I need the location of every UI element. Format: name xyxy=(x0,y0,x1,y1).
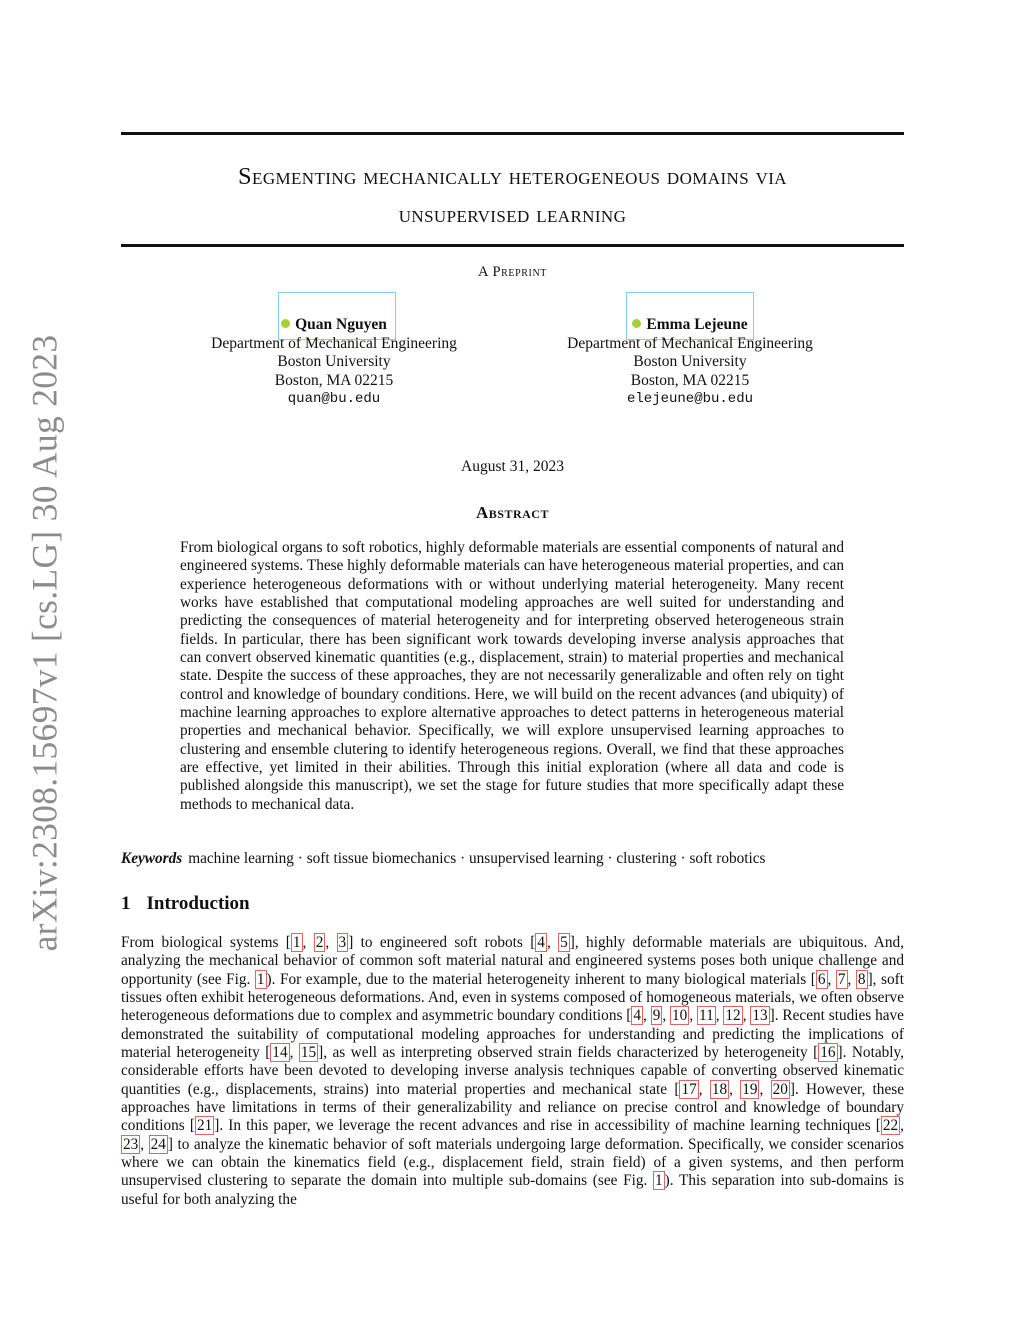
intro-text: ]. Recent studies have demonstrated the suitability of computational modeling approaches for understanding and predicting the implications of material heterogeneity [ xyxy=(121,1007,904,1062)
intro-text: ] to engineered soft robots [ xyxy=(348,934,536,951)
citation-link[interactable]: 15 xyxy=(300,1044,317,1062)
citation-link[interactable]: 9 xyxy=(652,1007,661,1025)
intro-text: ], as well as interpreting observed strain fields characterized by heterogeneity [ xyxy=(318,1044,819,1062)
citation-link[interactable]: 19 xyxy=(742,1080,758,1098)
arxiv-sidebar-stamp xyxy=(24,334,64,952)
preprint-label: A Preprint xyxy=(477,264,548,280)
citation-link[interactable]: 8 xyxy=(857,970,866,988)
section-title: Introduction xyxy=(146,893,250,914)
paper-title xyxy=(121,158,904,234)
author-1-name[interactable]: Quan Nguyen xyxy=(295,316,387,333)
intro-text: ], soft tissues often exhibit heterogeneous deformations. And, even in systems composed of homogeneous materials, we often observe heterogeneous deformations due to complex and asymmetric boundary conditions [ xyxy=(121,970,904,1025)
citation-link[interactable]: 23 xyxy=(123,1135,139,1153)
citation-link[interactable]: 22 xyxy=(882,1117,899,1135)
citation-link[interactable]: 16 xyxy=(820,1044,836,1062)
citation-link[interactable]: 4 xyxy=(633,1007,642,1025)
intro-text: ] to analyze the kinematic behavior of soft materials undergoing large deformation. Specifically, we consider scenarios where we can obtain the kinematics field (e.g., displacement field, strain field) of a given systems, and then perform unsupervised clustering to separate the domain into multiple sub-domains (see Fig. xyxy=(121,1135,904,1190)
section-number: 1 xyxy=(121,893,131,914)
author-2-city: Boston, MA 02215 xyxy=(630,371,750,389)
keywords-text: machine learning · soft tissue biomechanics · unsupervised learning · clustering · soft robotics xyxy=(188,850,766,867)
citation-link[interactable]: 17 xyxy=(681,1080,697,1098)
intro-text: From biological systems [ xyxy=(121,934,291,951)
author-2-name-line[interactable] xyxy=(530,316,850,335)
orcid-icon[interactable] xyxy=(281,319,290,328)
author-1-city: Boston, MA 02215 xyxy=(274,371,394,389)
citation-link[interactable]: 24 xyxy=(150,1135,166,1153)
title-initial: S xyxy=(238,163,253,190)
citation-link[interactable]: 5 xyxy=(560,934,568,951)
abstract-body: From biological organs to soft robotics, highly deformable materials are essential components of natural and engineered systems. These highly deformable materials can have heterogeneous material properties, and can experience heterogeneous deformations with or without underlying material heterogeneity. Many recent works have established that computational modeling approaches are well suited for understanding and predicting the consequences of material heterogeneity and for interpreting observed heterogeneous strain fields. In particular, there has been significant work towards developing inverse analysis approaches that can convert observed kinematic quantities (e.g., displacement, strain) to material properties and mechanical state. Despite the success of these approaches, they are not necessarily generalizable and often rely on tight control and knowledge of boundary conditions. Here, we will build on the recent advances (and ubiquity) of machine learning approaches to explore alternative approaches to detect patterns in heterogeneous material properties and mechanical behavior. Specifically, we will explore unsupervised learning approaches to clustering and ensemble clutering to identify heterogeneous regions. Overall, we find that these approaches are effective, yet limited in their abilities. Through this initial exploration (where all data and code is published alongside this manuscript), we set the stage for future studies that more specifically adapt these methods to mechanical data. xyxy=(180,539,844,813)
author-1-department: Department of Mechanical Engineering xyxy=(211,334,457,352)
citation-link[interactable]: 12 xyxy=(725,1007,741,1025)
intro-text: ). This separation into sub-domains is useful for both analyzing the xyxy=(121,1172,904,1208)
keywords-line xyxy=(121,850,904,868)
author-1-university: Boston University xyxy=(277,353,391,370)
citation-link[interactable]: 6 xyxy=(817,970,826,988)
title-line-2: unsupervised learning xyxy=(398,201,627,228)
intro-text: ]. In this paper, we leverage the recent advances and rise in accessibility of machine learning techniques [ xyxy=(214,1117,881,1135)
citation-link[interactable]: 21 xyxy=(196,1117,213,1135)
abstract-heading: Abstract xyxy=(476,503,549,522)
figure-link[interactable]: 1 xyxy=(655,1172,663,1190)
orcid-icon[interactable] xyxy=(632,319,641,328)
intro-text: ]. Notably, considerable efforts have been devoted to developing inverse analysis techniques capable of converting observed kinematic quantities (e.g., displacements, strains) into material properties and mechanical state [ xyxy=(121,1044,904,1098)
author-2-department: Department of Mechanical Engineering xyxy=(567,334,813,352)
figure-link[interactable]: 1 xyxy=(256,970,265,988)
citation-link[interactable]: 20 xyxy=(772,1080,788,1098)
intro-text: ]. However, these approaches have limitations in terms of their generalizability and reliance on precise control and knowledge of boundary conditions [ xyxy=(121,1080,904,1135)
author-1-name-line[interactable] xyxy=(174,316,494,335)
author-1-email[interactable]: quan@bu.edu xyxy=(287,391,381,407)
keywords-label: Keywords xyxy=(121,850,183,867)
author-2-name[interactable]: Emma Lejeune xyxy=(646,316,748,333)
title-bottom-rule xyxy=(121,244,904,247)
author-block-1 xyxy=(174,316,494,409)
intro-text: ], highly deformable materials are ubiquitous. And, analyzing the mechanical behavior of common soft material natural and engineered systems poses both unique challenge and opportunity (see Fig. xyxy=(121,934,904,988)
citation-link[interactable]: 3 xyxy=(338,934,347,951)
intro-text: ). For example, due to the material heterogeneity inherent to many biological materials [ xyxy=(266,970,816,988)
citation-link[interactable]: 2 xyxy=(315,934,324,951)
citation-link[interactable]: 10 xyxy=(672,1007,688,1025)
title-line-1-text: egmenting mechanically heterogeneous domains via xyxy=(252,163,787,190)
author-2-email[interactable]: elejeune@bu.edu xyxy=(626,391,754,407)
title-line-1 xyxy=(121,158,904,196)
title-top-rule xyxy=(121,132,904,135)
introduction-paragraph: From biological systems [ 1 , 2 , 3 ] to engineered soft robots [ 4 , 5 ], highly deformable materials are ubiquitous. And, analyzing the mechanical behavior of common soft material natural and engineered systems poses both unique challenge and opportunity (see Fig. 1 ). For example, due to the material heterogeneity inherent to many biological materials [ 6 , 7 , 8 ], soft tissues often exhibit heterogeneous deformations. And, even in systems composed of homogeneous materials, we often observe heterogeneous deformations due to complex and asymmetric boundary conditions [ 4 , 9 , 10 , 11 , 12 , 13 ]. Recent studies have demonstrated the suitability of computational modeling approaches for understanding and predicting the implications of material heterogeneity [ 14 , 15 ], as well as interpreting observed strain fields characterized by heterogeneity [ 16 ]. Notably, considerable efforts have been devoted to developing inverse analysis techniques capable of converting observed kinematic quantities (e.g., displacements, strains) into material properties and mechanical state [ 17 , 18 , 19 , 20 ]. However, these approaches have limitations in terms of their generalizability and reliance on precise control and knowledge of boundary conditions [ 21 ]. In this paper, we leverage the recent advances and rise in accessibility of machine learning techniques [ 22 , 23 , 24 ] to analyze the kinematic behavior of soft materials undergoing large deformation. Specifically, we consider scenarios where we can obtain the kinematics field (e.g., displacement field, strain field) of a given systems, and then perform unsupervised clustering to separate the domain into multiple sub-domains (see Fig. 1 ). This separation into sub-domains is useful for both analyzing the xyxy=(121,934,904,1208)
citation-link[interactable]: 11 xyxy=(699,1007,714,1025)
citation-link[interactable]: 18 xyxy=(711,1080,728,1098)
author-block-2 xyxy=(530,316,850,409)
arxiv-id: arXiv:2308.15697v1 [cs.LG] 30 Aug 2023 xyxy=(24,334,64,952)
section-heading-introduction xyxy=(121,893,250,915)
citation-link[interactable]: 13 xyxy=(752,1007,768,1025)
citation-link[interactable]: 7 xyxy=(837,970,846,988)
publication-date: August 31, 2023 xyxy=(461,458,564,475)
citation-link[interactable]: 14 xyxy=(272,1044,288,1062)
citation-link[interactable]: 4 xyxy=(537,934,545,951)
author-2-university: Boston University xyxy=(633,353,747,370)
citation-link[interactable]: 1 xyxy=(292,934,301,951)
